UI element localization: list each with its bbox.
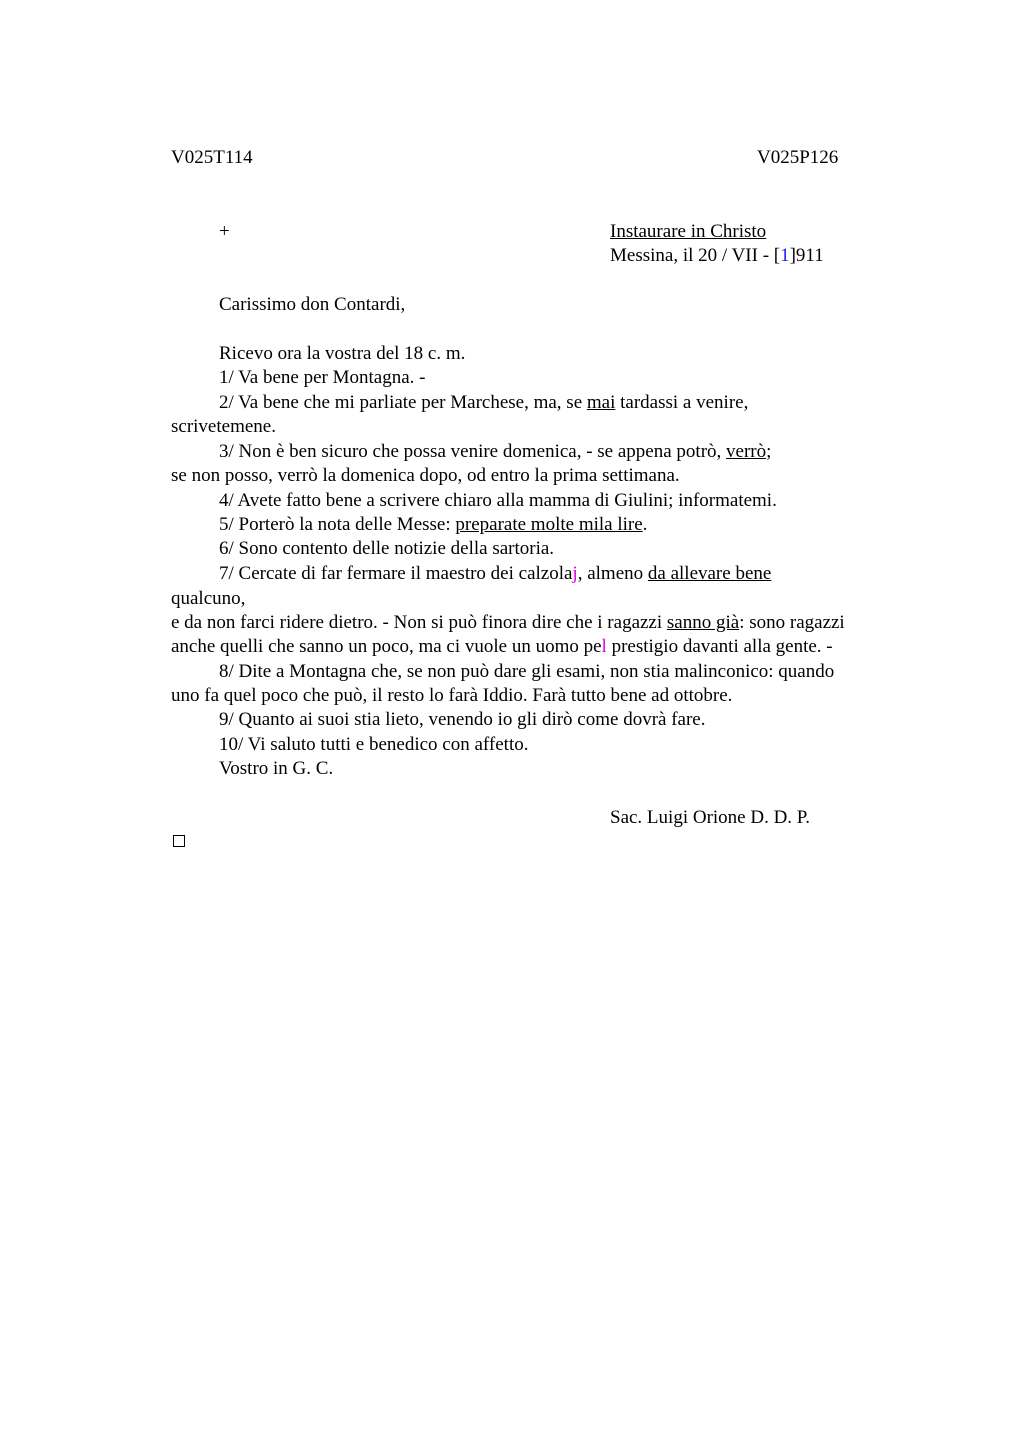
- signature: Sac. Luigi Orione D. D. P.: [610, 807, 811, 828]
- intro-line: Ricevo ora la vostra del 18 c. m.: [219, 343, 466, 364]
- item-3-text-a: 3/ Non è ben sicuro che possa venire domenica, - se appena potrò,: [219, 441, 727, 462]
- cross-symbol: +: [219, 221, 230, 242]
- item-7-line-d: [171, 611, 845, 635]
- item-5-text-b: .: [642, 514, 648, 535]
- item-7-e-correction: l: [601, 636, 607, 657]
- closing: Vostro in G. C.: [219, 758, 334, 779]
- document-code-left: V025T114: [171, 147, 253, 168]
- item-10: 10/ Vi saluto tutti e benedico con affetto.: [219, 734, 529, 755]
- item-2-underlined: mai: [586, 392, 616, 413]
- salutation: Carissimo don Contardi,: [219, 294, 406, 315]
- item-3-continuation: se non posso, verrò la domenica dopo, od entro la prima settimana.: [171, 465, 680, 486]
- item-1: 1/ Va bene per Montagna. -: [219, 367, 426, 388]
- item-7-text-b: , almeno: [577, 563, 648, 584]
- item-8: 8/ Dite a Montagna che, se non può dare gli esami, non stia malinconico: quando: [219, 661, 835, 682]
- item-3-text-b: ;: [766, 441, 772, 462]
- item-7-line-e: [171, 635, 833, 659]
- motto: Instaurare in Christo: [610, 221, 767, 242]
- item-7-underlined: da allevare bene: [647, 563, 772, 584]
- item-4: 4/ Avete fatto bene a scrivere chiaro alla mamma di Giulini; informatemi.: [219, 490, 777, 511]
- item-7-d-text-b: : sono ragazzi: [739, 612, 845, 633]
- item-5: [219, 513, 647, 537]
- item-7-e-text-b: prestigio davanti alla gente. -: [606, 636, 833, 657]
- date-prefix: Messina, il 20 / VII - [: [610, 245, 781, 266]
- item-2: [219, 391, 748, 415]
- item-7-correction: j: [572, 563, 578, 584]
- date-bracket-insert: 1: [780, 245, 790, 266]
- end-marker-box: [173, 835, 185, 847]
- item-5-text-a: 5/ Porterò la nota delle Messe:: [219, 514, 456, 535]
- date-line: [610, 244, 824, 268]
- item-7-d-text-a: e da non farci ridere dietro. - Non si può finora dire che i ragazzi: [171, 612, 667, 633]
- date-suffix: ]911: [789, 245, 824, 266]
- item-2-continuation: scrivetemene.: [171, 416, 276, 437]
- item-7-text-a: 7/ Cercate di far fermare il maestro dei calzola: [219, 563, 573, 584]
- item-9: 9/ Quanto ai suoi stia lieto, venendo io gli dirò come dovrà fare.: [219, 709, 706, 730]
- item-7-continuation: qualcuno,: [171, 588, 246, 609]
- item-6: 6/ Sono contento delle notizie della sartoria.: [219, 538, 555, 559]
- item-7-e-text-a: anche quelli che sanno un poco, ma ci vuole un uomo pe: [171, 636, 602, 657]
- item-2-text-a: 2/ Va bene che mi parliate per Marchese, ma, se: [219, 392, 587, 413]
- item-7-d-underlined: sanno già: [666, 612, 740, 633]
- item-8-continuation: uno fa quel poco che può, il resto lo farà Iddio. Farà tutto bene ad ottobre.: [171, 685, 733, 706]
- item-7: [219, 562, 771, 586]
- item-3: [219, 440, 771, 464]
- item-5-underlined: preparate molte mila lire: [455, 514, 643, 535]
- document-code-right: V025P126: [757, 147, 839, 168]
- item-3-underlined: verrò: [726, 441, 767, 462]
- item-2-text-b: tardassi a venire,: [615, 392, 749, 413]
